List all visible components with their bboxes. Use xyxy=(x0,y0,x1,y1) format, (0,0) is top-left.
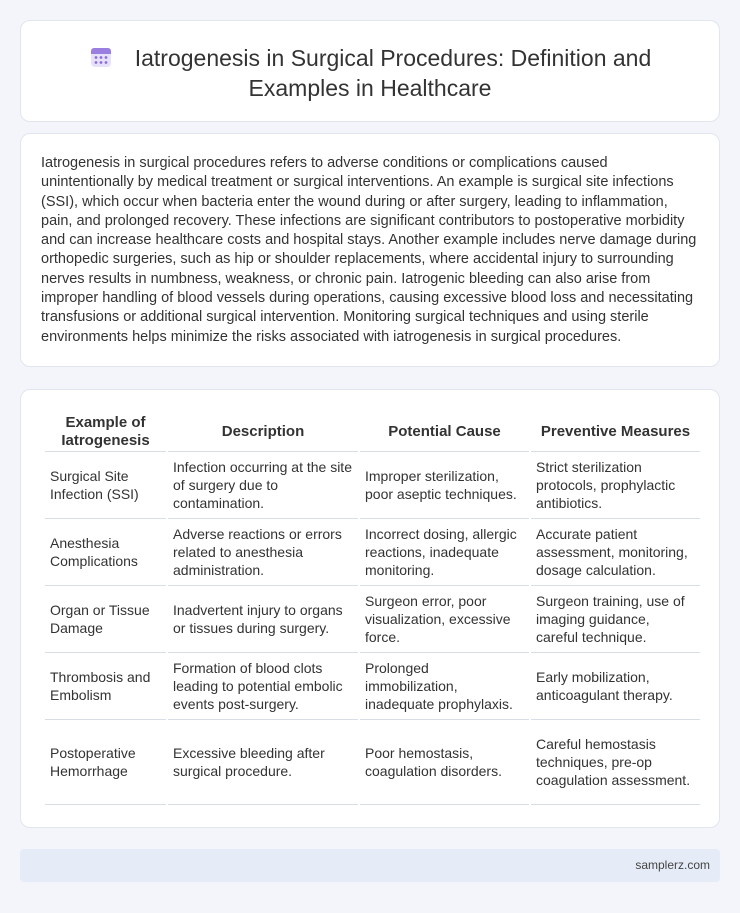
column-header: Description xyxy=(168,412,358,452)
example-cell: Organ or Tissue Damage xyxy=(45,586,166,653)
example-cell: Anesthesia Complications xyxy=(45,519,166,586)
page-title-wrap xyxy=(21,43,719,103)
intro-paragraph: Iatrogenesis in surgical procedures refers to adverse conditions or complications caused unintentionally by medical treatment or surgical interventions. An example is surgical site infections (SSI), which occur when bacteria enter the wound during or after surgery, leading to inflammation, pain, and prolonged recovery. These infections are significant contributors to postoperative morbidity and can increase healthcare costs and hospital stays. Another example includes nerve damage during orthopedic surgeries, such as hip or shoulder replacements, where accidental injury to surrounding nerves results in numbness, weakness, or chronic pain. Iatrogenic bleeding can also arise from improper handling of blood vessels during operations, causing excessive blood loss and necessitating transfusions or additional surgical intervention. Monitoring surgical techniques and using sterile environments helps minimize the risks associated with iatrogenesis in surgical procedures. xyxy=(41,155,697,345)
example-cell: Surgical Site Infection (SSI) xyxy=(45,452,166,519)
prevention-cell: Early mobilization, anticoagulant therapy. xyxy=(531,653,700,720)
cause-cell: Poor hemostasis, coagulation disorders. xyxy=(360,720,529,805)
footer-site-link[interactable]: samplerz.com xyxy=(635,858,710,872)
prevention-cell: Accurate patient assessment, monitoring, dosage calculation. xyxy=(531,519,700,586)
calendar-icon xyxy=(89,45,113,69)
table-row xyxy=(45,519,700,586)
description-cell: Adverse reactions or errors related to anesthesia administration. xyxy=(168,519,358,586)
cause-cell: Prolonged immobilization, inadequate prophylaxis. xyxy=(360,653,529,720)
title-card xyxy=(20,20,720,122)
description-cell: Formation of blood clots leading to potential embolic events post-surgery. xyxy=(168,653,358,720)
table-row xyxy=(45,653,700,720)
table-row xyxy=(45,720,700,805)
intro-card xyxy=(20,133,720,367)
prevention-cell: Strict sterilization protocols, prophylactic antibiotics. xyxy=(531,452,700,519)
footer-bar xyxy=(20,849,720,882)
prevention-cell: Careful hemostasis techniques, pre-op coagulation assessment. xyxy=(531,720,700,805)
cause-cell: Incorrect dosing, allergic reactions, inadequate monitoring. xyxy=(360,519,529,586)
column-header: Potential Cause xyxy=(360,412,529,452)
column-header: Preventive Measures xyxy=(531,412,700,452)
description-cell: Inadvertent injury to organs or tissues during surgery. xyxy=(168,586,358,653)
cause-cell: Improper sterilization, poor aseptic techniques. xyxy=(360,452,529,519)
prevention-cell: Surgeon training, use of imaging guidance, careful technique. xyxy=(531,586,700,653)
description-cell: Infection occurring at the site of surgery due to contamination. xyxy=(168,452,358,519)
example-cell: Thrombosis and Embolism xyxy=(45,653,166,720)
example-cell: Postoperative Hemorrhage xyxy=(45,720,166,805)
description-cell: Excessive bleeding after surgical procedure. xyxy=(168,720,358,805)
table-row xyxy=(45,452,700,519)
table-card xyxy=(20,389,720,828)
table-header-row xyxy=(45,412,700,452)
page-title: Iatrogenesis in Surgical Procedures: Definition and Examples in Healthcare xyxy=(134,45,652,101)
column-header: Example of Iatrogenesis xyxy=(45,412,166,452)
iatrogenesis-table xyxy=(43,412,702,805)
table-row xyxy=(45,586,700,653)
cause-cell: Surgeon error, poor visualization, excessive force. xyxy=(360,586,529,653)
